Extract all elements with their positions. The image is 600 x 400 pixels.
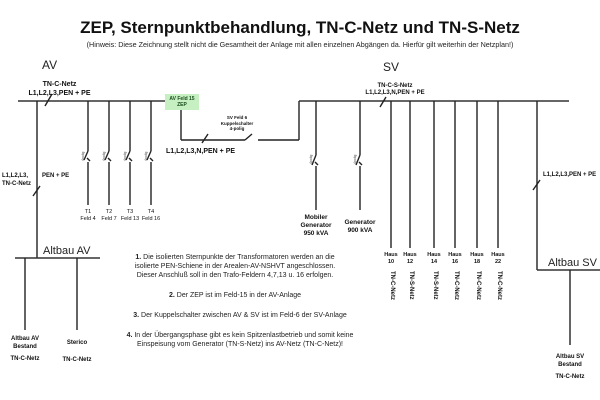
switch-label: 4polig <box>123 151 127 161</box>
transformer-t3: T3 Feld 13 <box>120 209 140 222</box>
house-16: Haus 16 <box>448 252 462 265</box>
av-feed-pen-label: PEN + PE <box>42 173 70 179</box>
house-10: Haus 10 <box>384 252 398 265</box>
transformer-t1: T1 Feld 4 <box>80 209 96 222</box>
transformer-t4: T4 Feld 16 <box>141 209 161 222</box>
altbau-av-label: Altbau AV <box>43 245 91 257</box>
switch-label: 4polig <box>309 154 313 164</box>
house-12: Haus 12 <box>403 252 417 265</box>
house-10-net: TN-C-Netz <box>389 271 395 300</box>
page-subtitle: (Hinweis: Diese Zeichnung stellt nicht die Gesamtheit der Anlage mit allen einzelnen Abgängen da. Hierfür gilt weiterhin der Netzplan!) <box>86 40 514 49</box>
house-22-net: TN-C-Netz <box>496 271 502 300</box>
generator-mobile: Mobiler Generator 950 kVA <box>300 214 332 237</box>
note-4: 4. In der Übergangsphase gibt es kein Spitzenlastbetrieb und somit keine Einspeisung vom Generator (TN-S-Netz) ins AV-Netz (TN-C-Netz)! <box>126 332 354 348</box>
sv-bus-label: TN-C-S-Netz L1,L2,L3,N,PEN + PE <box>365 83 425 96</box>
sv-feed-right-label: L1,L2,L3,PEN + PE <box>543 172 597 178</box>
house-14-net: TN-S-Netz <box>432 271 438 300</box>
zep-box: AV Feld 15 ZEP <box>165 94 199 110</box>
coupler-conductors: L1,L2,L3,N,PEN + PE <box>166 148 236 155</box>
sv-section-label: SV <box>383 60 400 74</box>
switch-label: 4polig <box>102 151 106 161</box>
note-1: 1. Die isolierten Sternpunkte der Transformatoren werden an die isolierte PEN-Schiene in der Arealen-AV-NSHVT angeschlossen. Dieser Anschluß soll in den Trafo-Feldern 4,7,13 u. 16 erfolgen. <box>134 254 336 279</box>
altbau-sv-label: Altbau SV <box>548 257 597 269</box>
transformer-t2: T2 Feld 7 <box>101 209 117 222</box>
altbau-sv-bestand: Altbau SV Bestand TN-C-Netz <box>555 354 585 380</box>
av-section-label: AV <box>42 58 58 72</box>
generator-fixed: Generator 900 kVA <box>344 219 376 234</box>
switch-label: 4polig <box>144 151 148 161</box>
page-title: ZEP, Sternpunktbehandlung, TN-C-Netz und TN-S-Netz <box>80 18 520 37</box>
house-18: Haus 18 <box>470 252 484 265</box>
house-14: Haus 14 <box>427 252 441 265</box>
av-bus-label: TN-C-Netz L1,L2,L3,PEN + PE <box>28 81 91 97</box>
coupler-label: SV Feld 6 Kuppelschalter 4-polig <box>220 115 254 131</box>
house-12-net: TN-S-Netz <box>408 271 414 300</box>
note-3: 3. Der Kuppelschalter zwischen AV & SV ist im Feld-6 der SV-Anlage <box>133 312 347 319</box>
house-18-net: TN-C-Netz <box>475 271 481 300</box>
altbau-av-bestand: Altbau AV Bestand TN-C-Netz <box>10 336 40 362</box>
note-2: 2. Der ZEP ist im Feld-15 in der AV-Anlage <box>168 292 302 299</box>
house-22: Haus 22 <box>491 252 505 265</box>
sterico: Sterico TN-C-Netz <box>62 340 92 363</box>
transformer-feeders <box>84 101 153 205</box>
house-16-net: TN-C-Netz <box>453 271 459 300</box>
av-feed-left-label: L1,L2,L3, TN-C-Netz <box>2 173 31 187</box>
switch-label: 4polig <box>81 151 85 161</box>
switch-label: 4polig <box>353 154 357 164</box>
